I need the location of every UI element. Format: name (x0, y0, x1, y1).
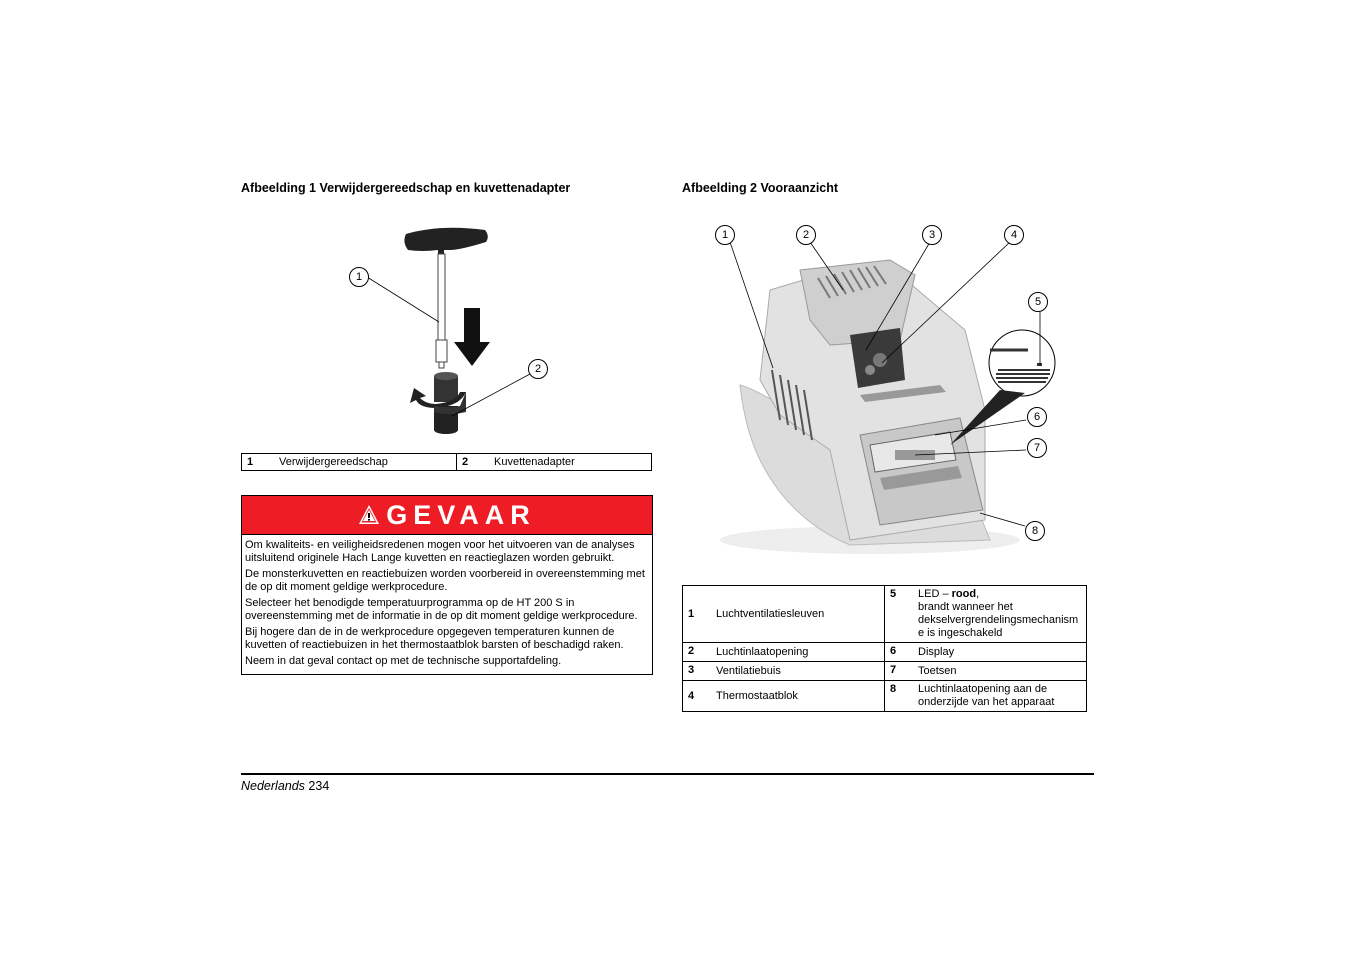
device-front-view-illustration (700, 220, 1080, 565)
table-row (683, 643, 1087, 662)
legend-label-extra: brandt wanneer het dekselvergrendelingsmechanism e is ingeschakeld (918, 601, 1079, 639)
warning-triangle-icon (358, 504, 380, 526)
table-row (683, 662, 1087, 681)
legend-num: 3 (683, 662, 712, 681)
removal-tool-illustration (340, 220, 560, 440)
table-row (683, 681, 1087, 712)
legend-label: Toetsen (913, 662, 1087, 681)
danger-header (242, 496, 652, 535)
danger-notice (241, 495, 653, 675)
legend-num: 8 (885, 681, 914, 712)
legend-label: Luchtventilatiesleuven (711, 586, 885, 643)
danger-paragraph: Om kwaliteits- en veiligheidsredenen mogen voor het uitvoeren van de analyses uitsluitend originele Hach Lange kuvetten en reactieglazen worden gebruikt. (245, 539, 635, 564)
danger-body (242, 535, 652, 675)
callout-2-fig1: 2 (528, 359, 548, 379)
callout-6-fig2: 6 (1027, 407, 1047, 427)
danger-paragraph: Bij hogere dan de in de werkprocedure opgegeven temperaturen kunnen de kuvetten of reactiebuizen in het thermostaatblok barsten of beschadigd raken. (245, 626, 624, 651)
figure1-title: Afbeelding 1 Verwijdergereedschap en kuvettenadapter (241, 181, 571, 195)
legend-num: 7 (885, 662, 914, 681)
legend-label: Luchtinlaatopening (711, 643, 885, 662)
legend-label-prefix: LED – (918, 588, 952, 600)
callout-2-fig2: 2 (796, 225, 816, 245)
page-number: 234 (308, 779, 330, 793)
figure2-legend-table (682, 585, 1087, 712)
danger-paragraph: Selecteer het benodigde temperatuurprogramma op de HT 200 S in overeenstemming met de informatie in de op dit moment geldige werkprocedure. (245, 597, 638, 622)
danger-paragraph: De monsterkuvetten en reactiebuizen worden voorbereid in overeenstemming met de op dit moment geldige werkprocedure. (245, 568, 645, 593)
danger-paragraph: Neem in dat geval contact op met de technische supportafdeling. (245, 655, 562, 667)
legend-label: Luchtinlaatopening aan de onderzijde van het apparaat (913, 681, 1087, 712)
legend-label: Verwijdergereedschap (274, 454, 457, 471)
legend-label (913, 586, 1087, 643)
figure1-legend-table (241, 453, 652, 471)
table-row (242, 454, 652, 471)
legend-num: 2 (683, 643, 712, 662)
callout-1-fig1: 1 (349, 267, 369, 287)
callout-7-fig2: 7 (1027, 438, 1047, 458)
footer-language: Nederlands (241, 779, 305, 793)
legend-num: 4 (683, 681, 712, 712)
footer-divider (241, 773, 1094, 775)
callout-5-fig2: 5 (1028, 292, 1048, 312)
legend-label-suffix: , (976, 588, 980, 600)
danger-heading: GEVAAR (386, 499, 536, 530)
callout-3-fig2: 3 (922, 225, 942, 245)
legend-label: Thermostaatblok (711, 681, 885, 712)
callout-1-fig2: 1 (715, 225, 735, 245)
figure2-title: Afbeelding 2 Vooraanzicht (682, 181, 839, 195)
legend-num: 1 (683, 586, 712, 643)
page-footer (241, 779, 329, 793)
legend-num: 5 (885, 586, 914, 643)
legend-num: 2 (457, 454, 490, 471)
legend-label: Ventilatiebuis (711, 662, 885, 681)
legend-label: Kuvettenadapter (489, 454, 652, 471)
legend-num: 6 (885, 643, 914, 662)
legend-label: Display (913, 643, 1087, 662)
callout-4-fig2: 4 (1004, 225, 1024, 245)
legend-num: 1 (242, 454, 275, 471)
legend-label-bold: rood (951, 588, 977, 600)
callout-8-fig2: 8 (1025, 521, 1045, 541)
table-row (683, 586, 1087, 643)
